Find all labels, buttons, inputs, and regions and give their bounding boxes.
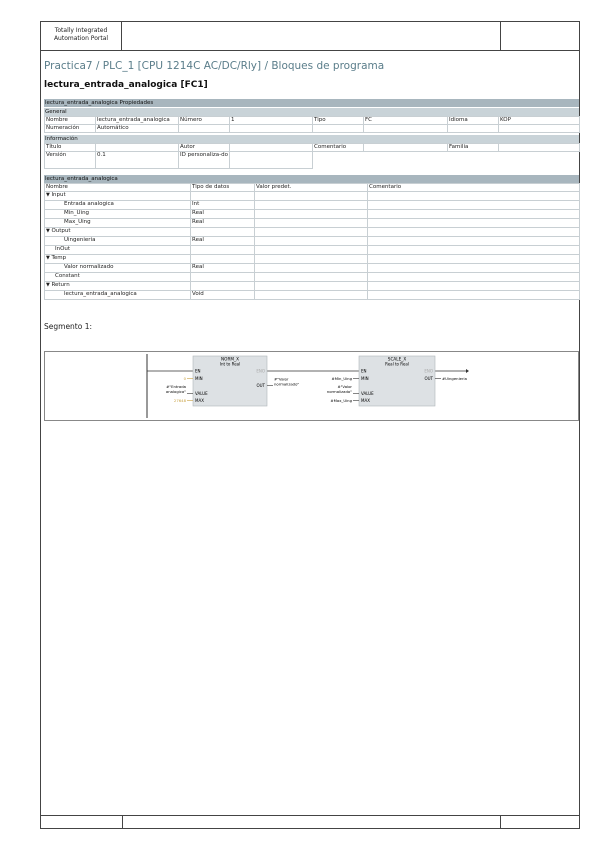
interface-name-label: Entrada analogica xyxy=(64,201,114,207)
interface-comment-cell xyxy=(368,237,580,246)
interface-default-cell xyxy=(255,237,368,246)
interface-row xyxy=(45,264,580,273)
scale-x-max: MAX xyxy=(361,398,370,403)
scale-x-out-operand: #Uingenieria xyxy=(442,376,467,381)
interface-type-cell: Void xyxy=(191,291,255,300)
interface-comment-cell xyxy=(368,282,580,291)
norm-x-out-operand-1: #"Valor xyxy=(274,376,289,382)
interface-name-cell xyxy=(45,273,191,282)
general-row-1 xyxy=(45,117,580,125)
interface-row xyxy=(45,228,580,237)
interface-type-cell xyxy=(191,228,255,237)
interface-row xyxy=(45,201,580,210)
interface-name-cell xyxy=(45,246,191,255)
norm-x-max-operand: 27648 xyxy=(173,398,186,403)
interface-comment-cell xyxy=(368,255,580,264)
norm-x-value: VALUE xyxy=(195,391,208,396)
interface-default-cell xyxy=(255,264,368,273)
interface-type-cell xyxy=(191,255,255,264)
label-numeracion: Numeración xyxy=(45,125,96,133)
interface-header-row xyxy=(45,184,580,192)
interface-comment-cell xyxy=(368,273,580,282)
general-row-2 xyxy=(45,125,580,133)
scale-x-min: MIN xyxy=(361,376,369,381)
col-valor-predet: Valor predet. xyxy=(255,184,368,192)
general-bar: General xyxy=(44,108,579,116)
page-footer xyxy=(41,815,579,829)
rung-end-arrow-icon xyxy=(466,369,469,373)
label-familia: Familia xyxy=(448,144,499,152)
interface-name-label: Constant xyxy=(55,273,80,279)
interface-type-cell: Real xyxy=(191,237,255,246)
norm-x-out: OUT xyxy=(256,383,265,388)
interface-name-label: Output xyxy=(51,228,71,234)
info-row-2 xyxy=(45,152,580,169)
interface-default-cell xyxy=(255,201,368,210)
label-autor: Autor xyxy=(179,144,230,152)
interface-row xyxy=(45,219,580,228)
scale-x-max-operand: #Max_Uing xyxy=(330,398,352,403)
interface-name-label: InOut xyxy=(55,246,71,252)
interface-row xyxy=(45,291,580,300)
norm-x-value-operand-1: #"Entrada xyxy=(166,384,186,389)
scale-x-eno: ENO xyxy=(424,368,433,374)
scale-x-name: SCALE_X xyxy=(387,356,407,362)
label-nombre: Nombre xyxy=(45,117,96,125)
interface-name-cell xyxy=(45,291,191,300)
label-titulo: Título xyxy=(45,144,96,152)
interface-type-cell xyxy=(191,246,255,255)
label-id-personalizado: ID personaliza-do xyxy=(179,152,230,169)
value-id-personalizado xyxy=(230,152,313,169)
norm-x-out-operand-2: normalizado" xyxy=(274,381,300,387)
col-nombre: Nombre xyxy=(45,184,191,192)
scale-x-out: OUT xyxy=(424,376,433,381)
interface-name-cell xyxy=(45,192,191,201)
value-tipo: FC xyxy=(364,117,448,125)
interface-row xyxy=(45,192,580,201)
value-comentario xyxy=(364,144,448,152)
interface-row xyxy=(45,210,580,219)
interface-type-cell xyxy=(191,282,255,291)
value-numeracion: Automático xyxy=(96,125,179,133)
interface-default-cell xyxy=(255,282,368,291)
norm-x-value-operand-2: analogica" xyxy=(165,389,186,394)
value-autor xyxy=(230,144,313,152)
value-familia xyxy=(499,144,580,152)
interface-name-label: Return xyxy=(51,282,70,288)
interface-name-cell xyxy=(45,228,191,237)
interface-row xyxy=(45,282,580,291)
interface-row xyxy=(45,273,580,282)
interface-name-label: Uingenieria xyxy=(64,237,96,243)
label-idioma: Idioma xyxy=(448,117,499,125)
interface-bar: lectura_entrada_analogica xyxy=(44,175,579,183)
tia-portal-logo xyxy=(41,22,122,50)
info-row-1 xyxy=(45,144,580,152)
interface-name-cell xyxy=(45,255,191,264)
header-right-cell xyxy=(500,22,580,50)
value-numero: 1 xyxy=(230,117,313,125)
interface-type-cell: Real xyxy=(191,264,255,273)
scale-x-value-operand-1: #"Valor xyxy=(337,384,352,389)
interface-type-cell: Real xyxy=(191,219,255,228)
norm-x-en: EN xyxy=(195,368,201,374)
interface-table xyxy=(44,183,580,300)
interface-comment-cell xyxy=(368,201,580,210)
interface-name-cell xyxy=(45,282,191,291)
interface-default-cell xyxy=(255,246,368,255)
value-titulo xyxy=(96,144,179,152)
interface-comment-cell xyxy=(368,210,580,219)
segment-label: Segmento 1: xyxy=(44,322,93,331)
network-1 xyxy=(44,351,579,421)
footer-divider-1 xyxy=(122,816,123,829)
interface-name-cell xyxy=(45,264,191,273)
interface-row xyxy=(45,237,580,246)
interface-row xyxy=(45,255,580,264)
interface-type-cell: Real xyxy=(191,210,255,219)
interface-name-label: Input xyxy=(51,192,66,198)
interface-name-label: Min_Uing xyxy=(64,210,90,216)
interface-row xyxy=(45,246,580,255)
label-version: Versión xyxy=(45,152,96,169)
information-bar: Información xyxy=(44,135,579,143)
block-title: lectura_entrada_analogica [FC1] xyxy=(44,80,208,90)
norm-x-sub: Int to Real xyxy=(219,361,241,367)
interface-comment-cell xyxy=(368,228,580,237)
interface-name-label: Valor normalizado xyxy=(64,264,114,270)
collapse-triangle-icon[interactable]: ▼ xyxy=(46,228,52,234)
label-tipo: Tipo xyxy=(313,117,364,125)
collapse-triangle-icon[interactable]: ▼ xyxy=(46,282,52,288)
interface-comment-cell xyxy=(368,192,580,201)
norm-x-min-operand: 0 xyxy=(183,376,186,381)
interface-name-cell xyxy=(45,237,191,246)
label-numero: Número xyxy=(179,117,230,125)
interface-name-cell xyxy=(45,210,191,219)
value-version: 0.1 xyxy=(96,152,179,169)
value-idioma: KOP xyxy=(499,117,580,125)
interface-comment-cell xyxy=(368,291,580,300)
interface-name-cell xyxy=(45,219,191,228)
interface-name-label: Temp xyxy=(51,255,67,261)
interface-default-cell xyxy=(255,219,368,228)
page-header xyxy=(41,22,579,51)
interface-default-cell xyxy=(255,228,368,237)
footer-divider-2 xyxy=(500,816,501,829)
interface-type-cell xyxy=(191,192,255,201)
interface-type-cell xyxy=(191,273,255,282)
interface-comment-cell xyxy=(368,264,580,273)
interface-name-label: Max_Uing xyxy=(64,219,91,225)
interface-default-cell xyxy=(255,255,368,264)
col-comentario: Comentario xyxy=(368,184,580,192)
collapse-triangle-icon[interactable]: ▼ xyxy=(46,192,52,198)
interface-default-cell xyxy=(255,192,368,201)
norm-x-name: NORM_X xyxy=(221,356,239,362)
interface-comment-cell xyxy=(368,219,580,228)
scale-x-en: EN xyxy=(361,368,367,374)
col-tipo-datos: Tipo de datos xyxy=(191,184,255,192)
interface-default-cell xyxy=(255,291,368,300)
interface-name-cell xyxy=(45,201,191,210)
interface-name-label: lectura_entrada_analogica xyxy=(64,291,137,297)
interface-comment-cell xyxy=(368,246,580,255)
scale-x-min-operand: #Min_Uing xyxy=(331,376,352,381)
scale-x-value-operand-2: normalizado" xyxy=(326,389,352,394)
logo-line-2: Automation Portal xyxy=(53,35,109,42)
interface-type-cell: Int xyxy=(191,201,255,210)
interface-default-cell xyxy=(255,210,368,219)
general-table xyxy=(44,116,580,133)
scale-x-sub: Real to Real xyxy=(385,361,409,367)
page-title: Practica7 / PLC_1 [CPU 1214C AC/DC/Rly] / Bloques de programa xyxy=(44,60,385,72)
ladder-diagram xyxy=(45,352,580,422)
value-nombre: lectura_entrada_analogica xyxy=(96,117,179,125)
norm-x-max: MAX xyxy=(195,398,204,403)
logo-line-1: Totally Integrated xyxy=(54,27,108,34)
scale-x-value: VALUE xyxy=(361,391,374,396)
label-comentario: Comentario xyxy=(313,144,364,152)
interface-default-cell xyxy=(255,273,368,282)
properties-bar: lectura_entrada_analogica Propiedades xyxy=(44,99,579,107)
information-table xyxy=(44,143,580,169)
norm-x-eno: ENO xyxy=(256,368,265,374)
norm-x-min: MIN xyxy=(195,376,203,381)
collapse-triangle-icon[interactable]: ▼ xyxy=(46,255,52,261)
